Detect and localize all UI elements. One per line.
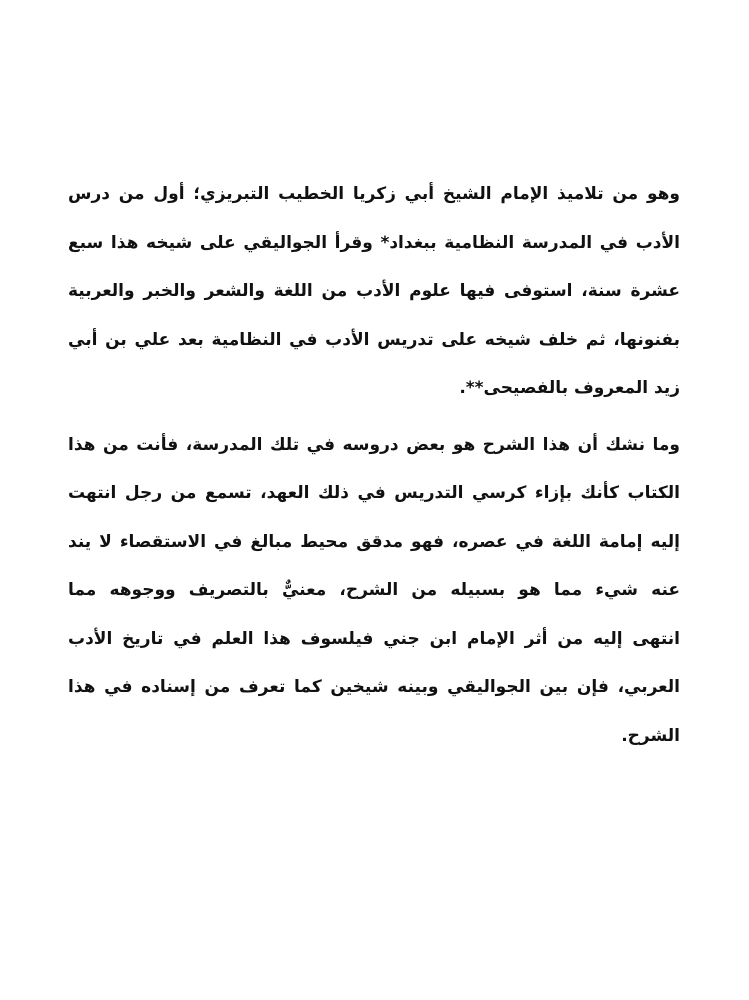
paragraph-1 [68,170,680,413]
text-line: العربي، فإن بين الجواليقي وبينه شيخين كما تعرف من إسناده في هذا [68,677,680,697]
text-line: الشرح. [621,725,680,746]
text-line: وهو من تلاميذ الإمام الشيخ أبي زكريا الخطيب التبريزي؛ أول من درس [68,184,680,204]
document-page [68,170,680,760]
paragraph-2 [68,421,680,761]
text-line: بفنونها، ثم خلف شيخه على تدريس الأدب في النظامية بعد علي بن أبي [68,329,680,350]
text-line: زيد المعروف بالفصيحى**. [459,378,680,398]
text-line: إليه إمامة اللغة في عصره، فهو مدقق محيط مبالغ في الاستقصاء لا يند [68,531,680,552]
text-line: الكتاب كأنك بإزاء كرسي التدريس في ذلك العهد، تسمع من رجل انتهت [68,483,680,503]
text-line: الأدب في المدرسة النظامية ببغداد* وقرأ الجواليقي على شيخه هذا سبع [68,232,680,253]
text-line: عشرة سنة، استوفى فيها علوم الأدب من اللغة والشعر والخبر والعربية [68,281,680,301]
text-line: انتهى إليه من أثر الإمام ابن جني فيلسوف هذا العلم في تاريخ الأدب [68,628,680,649]
text-line: وما نشك أن هذا الشرح هو بعض دروسه في تلك المدرسة، فأنت من هذا [68,434,680,455]
text-line: عنه شيء مما هو بسبيله من الشرح، معنيٌّ بالتصريف ووجوهه مما [68,580,680,600]
